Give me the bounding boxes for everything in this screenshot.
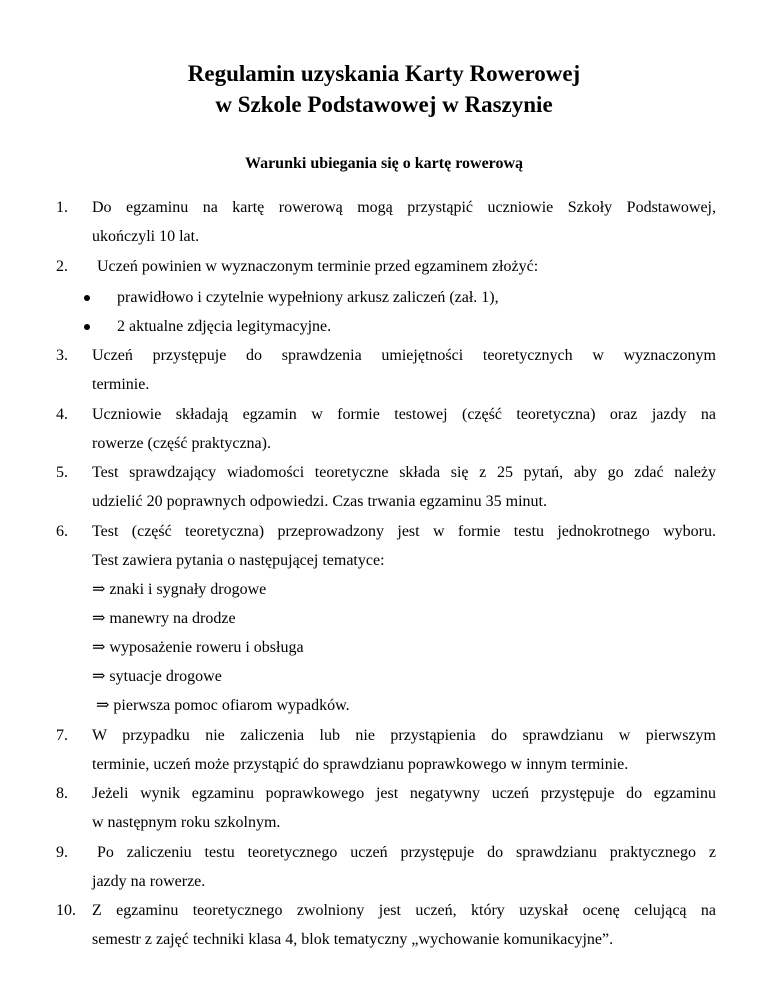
arrow-icon: ⇒ [92, 610, 106, 627]
topic-item: ⇒ znaki i sygnały drogowe [92, 581, 267, 598]
item-number: 4. [56, 406, 68, 423]
item-number: 5. [56, 464, 68, 481]
section-subtitle: Warunki ubiegania się o kartę rowerową [244, 155, 524, 172]
arrow-icon: ⇒ [92, 581, 106, 598]
topic-item: ⇒ pierwsza pomoc ofiarom wypadków. [96, 697, 350, 714]
item-1-line-1: Do egzaminu na kartę rowerową mogą przystąpić uczniowie Szkoły Podstawowej, [92, 199, 716, 216]
topic-item: ⇒ sytuacje drogowe [92, 668, 222, 685]
item-1-line-2: ukończyli 10 lat. [92, 228, 200, 245]
item-3-line-1: Uczeń przystępuje do sprawdzenia umiejętności teoretycznych w wyznaczonym [92, 347, 716, 364]
bullet-icon [84, 295, 90, 301]
arrow-icon: ⇒ [92, 668, 106, 685]
item-9-line-2: jazdy na rowerze. [92, 873, 206, 890]
topic-item: ⇒ manewry na drodze [92, 610, 236, 627]
item-4-line-2: rowerze (część praktyczna). [92, 435, 271, 452]
item-9-line-1: Po zaliczeniu testu teoretycznego uczeń przystępuje do sprawdzianu praktycznego z [97, 844, 716, 861]
item-10-line-1: Z egzaminu teoretycznego zwolniony jest uczeń, który uzyskał ocenę celującą na [92, 902, 716, 919]
item-8-line-1: Jeżeli wynik egzaminu poprawkowego jest negatywny uczeń przystępuje do egzaminu [92, 785, 716, 802]
arrow-icon: ⇒ [96, 697, 110, 714]
item-number: 10. [56, 902, 76, 919]
arrow-icon: ⇒ [92, 639, 106, 656]
bullet-item-1: prawidłowo i czytelnie wypełniony arkusz zaliczeń (zał. 1), [117, 289, 499, 306]
item-number: 6. [56, 523, 68, 540]
item-10-line-2: semestr z zajęć techniki klasa 4, blok tematyczny „wychowanie komunikacyjne”. [92, 931, 614, 948]
item-number: 8. [56, 785, 68, 802]
item-number: 9. [56, 844, 68, 861]
item-number: 7. [56, 727, 68, 744]
item-6-line-2: Test zawiera pytania o następującej tematyce: [92, 552, 385, 569]
bullet-icon [84, 324, 90, 330]
bullet-item-2: 2 aktualne zdjęcia legitymacyjne. [117, 318, 332, 335]
item-number: 3. [56, 347, 68, 364]
item-2-line-1: Uczeń powinien w wyznaczonym terminie przed egzaminem złożyć: [97, 258, 539, 275]
item-6-line-1: Test (część teoretyczna) przeprowadzony jest w formie testu jednokrotnego wyboru. [92, 523, 716, 540]
item-5-line-1: Test sprawdzający wiadomości teoretyczne składa się z 25 pytań, aby go zdać należy [92, 464, 716, 481]
item-3-line-2: terminie. [92, 376, 150, 393]
item-7-line-1: W przypadku nie zaliczenia lub nie przystąpienia do sprawdzianu w pierwszym [92, 727, 716, 744]
topic-item: ⇒ wyposażenie roweru i obsługa [92, 639, 304, 656]
item-7-line-2: terminie, uczeń może przystąpić do sprawdzianu poprawkowego w innym terminie. [92, 756, 629, 773]
document-title-line-2: w Szkole Podstawowej w Raszynie [215, 92, 553, 117]
item-number: 1. [56, 199, 68, 216]
document-title-line-1: Regulamin uzyskania Karty Rowerowej [187, 61, 581, 86]
item-5-line-2: udzielić 20 poprawnych odpowiedzi. Czas trwania egzaminu 35 minut. [92, 493, 547, 510]
item-8-line-2: w następnym roku szkolnym. [92, 814, 281, 831]
item-4-line-1: Uczniowie składają egzamin w formie testowej (część teoretyczna) oraz jazdy na [92, 406, 716, 423]
item-number: 2. [56, 258, 68, 275]
